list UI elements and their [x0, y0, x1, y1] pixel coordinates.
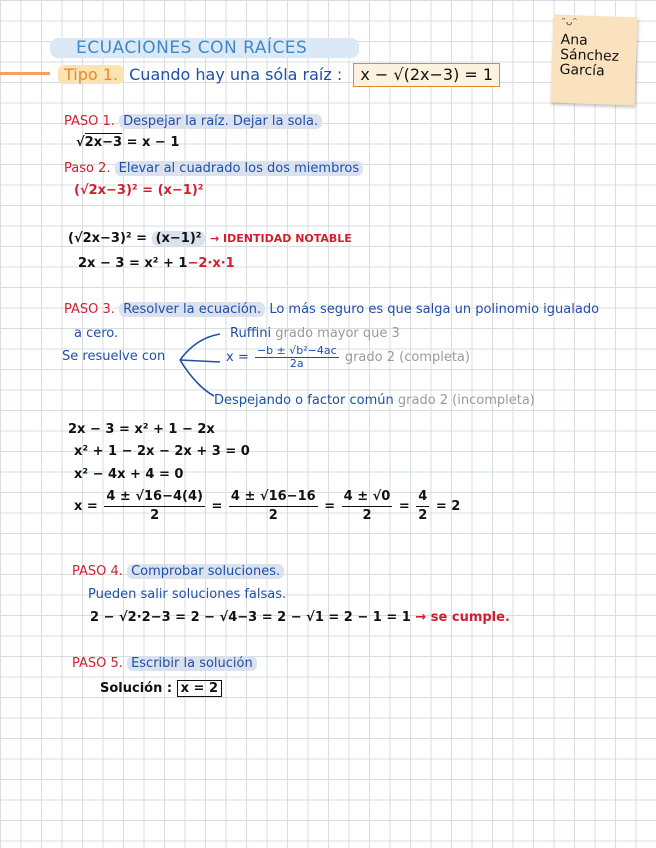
- page-title: ECUACIONES CON RAÍCES: [50, 38, 359, 58]
- paso3-heading: PASO 3. Resolver la ecuación. Lo más seguro es que salga un polinomio igualado: [64, 302, 600, 317]
- author-name: Ana Sánchez García: [559, 31, 620, 80]
- tipo-equation: x − √(2x−3) = 1: [353, 63, 500, 87]
- paso5-heading: PASO 5. Escribir la solución: [72, 655, 257, 673]
- paso3-resuelve-label: Se resuelve con: [62, 349, 166, 364]
- work-line-3: x² − 4x + 4 = 0: [74, 467, 184, 482]
- solution-line: Solución : x = 2: [100, 680, 222, 698]
- paso2-expansion: 2x − 3 = x² + 1−2·x·1: [78, 256, 235, 271]
- paso3-heading-cont: a cero.: [74, 326, 119, 341]
- author-sticky-note: [550, 15, 637, 106]
- option-factor: Despejando o factor común grado 2 (incompleta): [214, 393, 535, 408]
- paso2-identity-line: (√2x−3)² = (x−1)² → IDENTIDAD NOTABLE: [68, 231, 352, 246]
- solution-box: x = 2: [177, 680, 222, 697]
- paso4-heading: PASO 4. Comprobar soluciones.: [72, 563, 284, 581]
- paso1-heading: PASO 1. Despejar la raíz. Dejar la sola.: [64, 113, 322, 131]
- tipo-label: Tipo 1.: [58, 65, 124, 84]
- orange-rule: [0, 72, 50, 75]
- work-line-4: x = $\frac{4 \pm √16-4(4)}{2}$ = $\frac{4 \pm √16-16}{2}$ = $\frac{4 \pm √0}{2}$ = $\frac{4}{2}$ = 2: [74, 489, 461, 523]
- paso2-heading: Paso 2. Elevar al cuadrado los dos miembros: [64, 160, 363, 178]
- tipo-line: [58, 63, 500, 87]
- paso4-check: 2 − √2·2−3 = 2 − √4−3 = 2 − √1 = 2 − 1 = 1 → se cumple.: [90, 610, 510, 625]
- work-line-2: x² + 1 − 2x − 2x + 3 = 0: [74, 444, 250, 459]
- tipo-text: Cuando hay una sóla raíz :: [129, 65, 343, 84]
- paso1-equation: √2x−3 = x − 1: [76, 135, 180, 150]
- work-line-1: 2x − 3 = x² + 1 − 2x: [68, 422, 215, 437]
- option-quadratic-formula: x = $\frac{\text{−b ± √b²−4ac}}{2a}$ grado 2 (completa): [226, 344, 470, 370]
- option-ruffini: Ruffini grado mayor que 3: [230, 326, 400, 341]
- paso2-equation: (√2x−3)² = (x−1)²: [74, 183, 204, 198]
- paso4-subtext: Pueden salir soluciones falsas.: [88, 587, 287, 602]
- smiley-icon: ᵔᴗᵔ: [561, 14, 578, 29]
- options-brace: [176, 330, 222, 400]
